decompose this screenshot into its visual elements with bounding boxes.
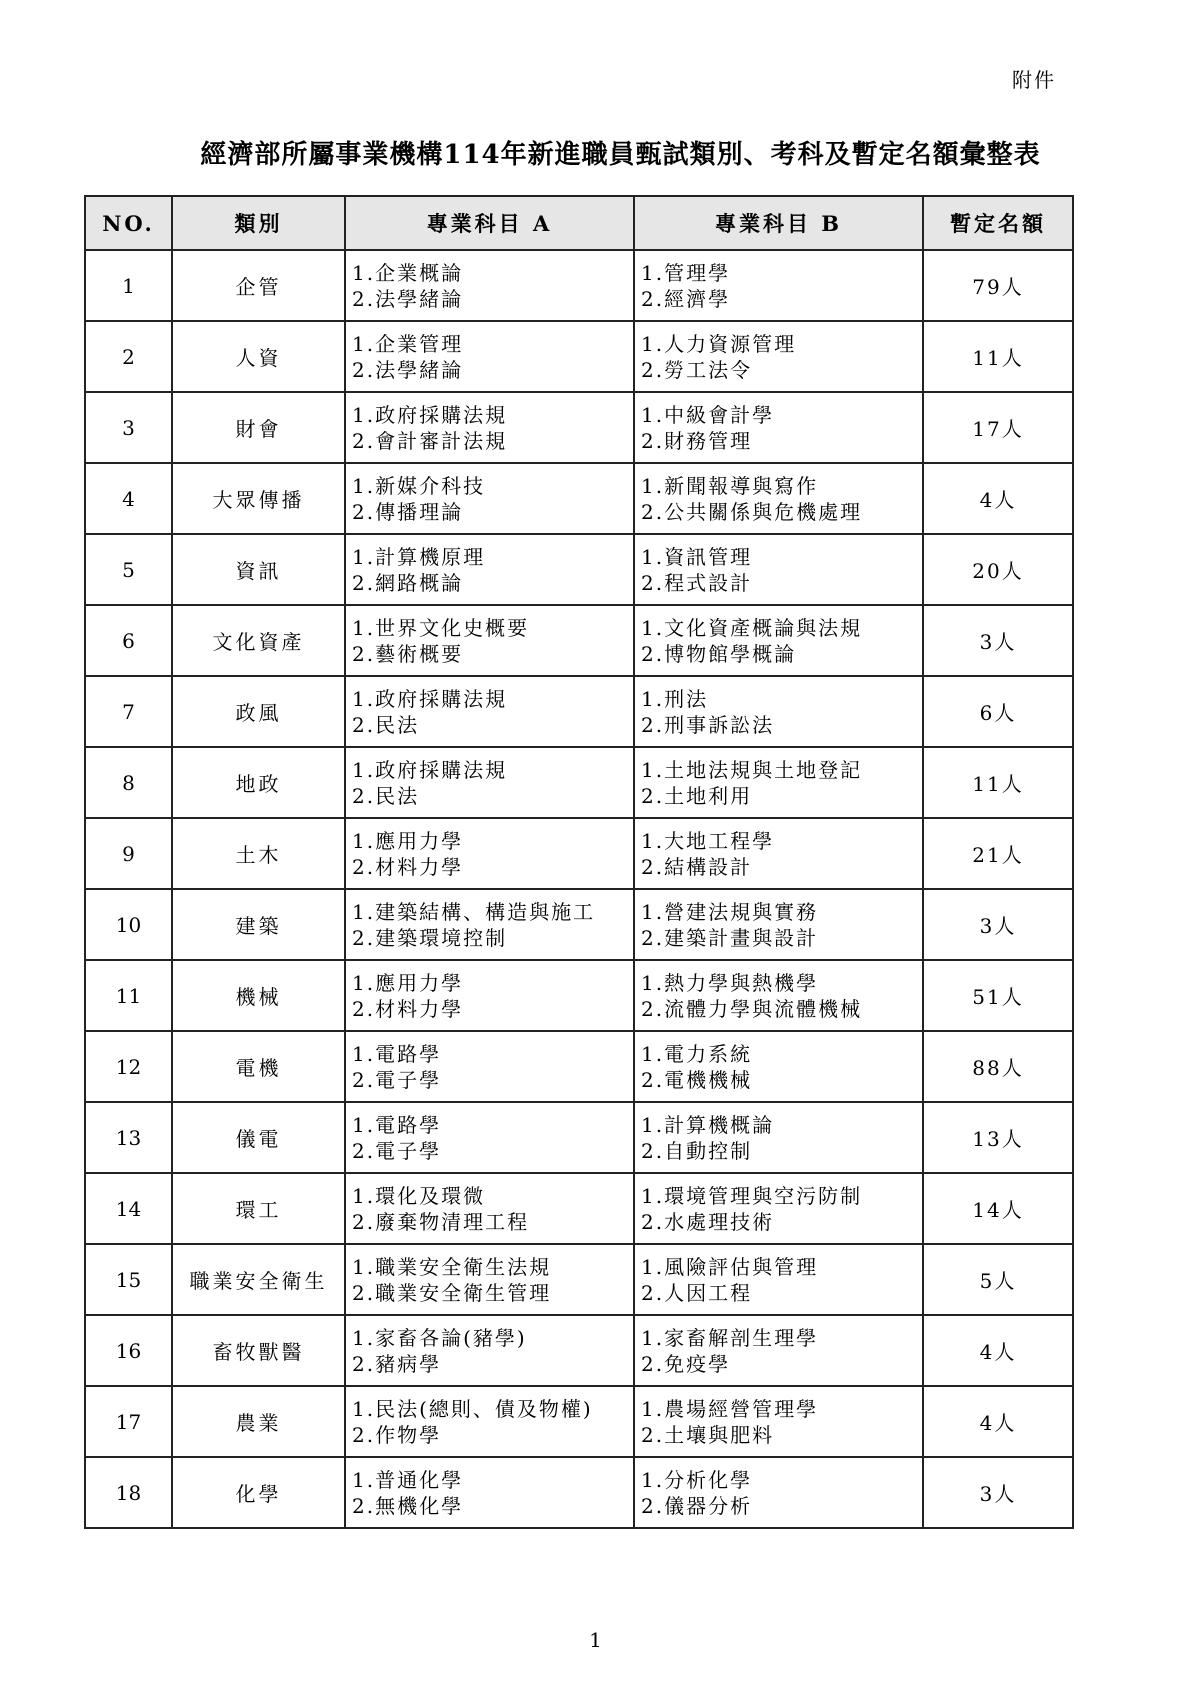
row-quota: 51人 [923,960,1073,1031]
subject-a-item-2: 2.作物學 [352,1422,442,1447]
subject-a-item-1: 1.普通化學 [352,1467,464,1492]
subject-b-item-2: 2.財務管理 [641,428,753,453]
subject-a-item-1: 1.世界文化史概要 [352,615,530,640]
row-subject-b [634,1244,923,1315]
subject-a-item-1: 1.民法(總則、債及物權) [352,1396,593,1421]
row-subject-a [345,889,634,960]
table-row [85,676,1073,747]
subject-b-item-2: 2.公共關係與危機處理 [641,499,863,524]
row-number: 1 [85,250,172,321]
row-category: 政風 [172,676,345,747]
row-category: 建築 [172,889,345,960]
row-quota: 4人 [923,1386,1073,1457]
row-subject-b [634,676,923,747]
subject-b-item-1: 1.刑法 [641,686,709,711]
row-category: 企管 [172,250,345,321]
row-number: 15 [85,1244,172,1315]
row-subject-a [345,1457,634,1528]
row-number: 12 [85,1031,172,1102]
row-category: 職業安全衛生 [172,1244,345,1315]
row-quota: 3人 [923,1457,1073,1528]
subject-a-item-2: 2.法學緒論 [352,286,464,311]
table-row [85,534,1073,605]
row-number: 16 [85,1315,172,1386]
subject-b-item-2: 2.流體力學與流體機械 [641,996,863,1021]
subject-a-item-2: 2.材料力學 [352,996,464,1021]
table-row [85,605,1073,676]
table-row [85,321,1073,392]
row-subject-b [634,321,923,392]
row-quota: 13人 [923,1102,1073,1173]
subject-b-item-1: 1.土地法規與土地登記 [641,757,863,782]
row-quota: 6人 [923,676,1073,747]
row-number: 4 [85,463,172,534]
header-category: 類別 [172,196,345,250]
row-category: 畜牧獸醫 [172,1315,345,1386]
header-subject-a: 專業科目 A [345,196,634,250]
subject-b-item-2: 2.土壤與肥料 [641,1422,775,1447]
row-number: 7 [85,676,172,747]
table-header-row [85,196,1073,250]
row-number: 13 [85,1102,172,1173]
subject-b-item-1: 1.文化資產概論與法規 [641,615,863,640]
row-subject-b [634,747,923,818]
row-subject-b [634,818,923,889]
table-row [85,1315,1073,1386]
exam-quota-table [84,195,1074,1529]
row-number: 18 [85,1457,172,1528]
row-subject-a [345,960,634,1031]
row-category: 文化資產 [172,605,345,676]
row-subject-b [634,605,923,676]
row-category: 儀電 [172,1102,345,1173]
subject-a-item-2: 2.職業安全衛生管理 [352,1280,552,1305]
row-number: 11 [85,960,172,1031]
row-number: 6 [85,605,172,676]
header-quota: 暫定名額 [923,196,1073,250]
table-body [85,250,1073,1528]
table-row [85,1031,1073,1102]
row-subject-a [345,392,634,463]
table-row [85,818,1073,889]
row-category: 化學 [172,1457,345,1528]
subject-b-item-1: 1.計算機概論 [641,1112,775,1137]
subject-a-item-2: 2.廢棄物清理工程 [352,1209,530,1234]
table-row [85,1244,1073,1315]
subject-a-item-1: 1.電路學 [352,1041,442,1066]
row-quota: 4人 [923,1315,1073,1386]
subject-a-item-2: 2.會計審計法規 [352,428,508,453]
table-row [85,463,1073,534]
row-quota: 5人 [923,1244,1073,1315]
table-row [85,747,1073,818]
subject-b-item-2: 2.博物館學概論 [641,641,797,666]
subject-b-item-2: 2.免疫學 [641,1351,731,1376]
subject-b-item-1: 1.管理學 [641,260,731,285]
subject-a-item-1: 1.環化及環微 [352,1183,486,1208]
subject-b-item-2: 2.建築計畫與設計 [641,925,819,950]
subject-b-item-1: 1.分析化學 [641,1467,753,1492]
table-row [85,889,1073,960]
row-number: 2 [85,321,172,392]
row-subject-b [634,1102,923,1173]
subject-b-item-2: 2.土地利用 [641,783,753,808]
subject-a-item-2: 2.電子學 [352,1138,442,1163]
subject-b-item-2: 2.程式設計 [641,570,753,595]
row-number: 10 [85,889,172,960]
subject-b-item-1: 1.中級會計學 [641,402,775,427]
row-number: 5 [85,534,172,605]
row-subject-b [634,889,923,960]
subject-a-item-2: 2.電子學 [352,1067,442,1092]
subject-a-item-1: 1.建築結構、構造與施工 [352,899,596,924]
row-quota: 88人 [923,1031,1073,1102]
subject-b-item-2: 2.勞工法令 [641,357,753,382]
subject-a-item-2: 2.法學緒論 [352,357,464,382]
row-subject-a [345,1244,634,1315]
subject-b-item-1: 1.人力資源管理 [641,331,797,356]
subject-b-item-1: 1.電力系統 [641,1041,753,1066]
row-quota: 21人 [923,818,1073,889]
subject-a-item-1: 1.職業安全衛生法規 [352,1254,552,1279]
row-subject-b [634,250,923,321]
row-number: 17 [85,1386,172,1457]
subject-b-item-1: 1.熱力學與熱機學 [641,970,819,995]
table-row [85,960,1073,1031]
row-quota: 3人 [923,605,1073,676]
subject-b-item-2: 2.自動控制 [641,1138,753,1163]
row-subject-a [345,605,634,676]
row-category: 土木 [172,818,345,889]
row-subject-b [634,392,923,463]
row-quota: 11人 [923,321,1073,392]
subject-b-item-2: 2.電機機械 [641,1067,753,1092]
row-subject-b [634,534,923,605]
table-row [85,1173,1073,1244]
table-row [85,250,1073,321]
table-row [85,1386,1073,1457]
row-subject-b [634,463,923,534]
row-subject-a [345,534,634,605]
row-subject-a [345,747,634,818]
subject-a-item-1: 1.政府採購法規 [352,402,508,427]
subject-b-item-1: 1.風險評估與管理 [641,1254,819,1279]
row-subject-a [345,321,634,392]
row-subject-b [634,1457,923,1528]
subject-a-item-2: 2.材料力學 [352,854,464,879]
subject-b-item-2: 2.結構設計 [641,854,753,879]
row-subject-b [634,1315,923,1386]
row-subject-a [345,818,634,889]
row-category: 大眾傳播 [172,463,345,534]
row-subject-a [345,1102,634,1173]
subject-a-item-2: 2.網路概論 [352,570,464,595]
subject-a-item-1: 1.電路學 [352,1112,442,1137]
row-quota: 3人 [923,889,1073,960]
subject-b-item-1: 1.農場經營管理學 [641,1396,819,1421]
row-subject-a [345,463,634,534]
table-row [85,1457,1073,1528]
subject-a-item-2: 2.豬病學 [352,1351,442,1376]
row-quota: 79人 [923,250,1073,321]
row-number: 14 [85,1173,172,1244]
row-number: 8 [85,747,172,818]
row-number: 9 [85,818,172,889]
subject-a-item-1: 1.應用力學 [352,828,464,853]
subject-a-item-1: 1.企業概論 [352,260,464,285]
subject-b-item-2: 2.水處理技術 [641,1209,775,1234]
row-subject-a [345,1386,634,1457]
subject-a-item-1: 1.新媒介科技 [352,473,486,498]
subject-b-item-2: 2.儀器分析 [641,1493,753,1518]
row-quota: 11人 [923,747,1073,818]
row-quota: 4人 [923,463,1073,534]
subject-a-item-1: 1.應用力學 [352,970,464,995]
annex-label: 附件 [1012,68,1056,92]
table-row [85,1102,1073,1173]
row-subject-a [345,1173,634,1244]
subject-b-item-1: 1.營建法規與實務 [641,899,819,924]
row-quota: 14人 [923,1173,1073,1244]
row-quota: 17人 [923,392,1073,463]
subject-b-item-2: 2.人因工程 [641,1280,753,1305]
subject-a-item-2: 2.民法 [352,783,420,808]
subject-a-item-1: 1.政府採購法規 [352,757,508,782]
row-subject-a [345,250,634,321]
subject-a-item-1: 1.計算機原理 [352,544,486,569]
header-subject-b: 專業科目 B [634,196,923,250]
row-category: 財會 [172,392,345,463]
subject-b-item-2: 2.經濟學 [641,286,731,311]
subject-b-item-1: 1.新聞報導與寫作 [641,473,819,498]
row-subject-b [634,960,923,1031]
subject-a-item-2: 2.民法 [352,712,420,737]
row-category: 環工 [172,1173,345,1244]
row-subject-b [634,1031,923,1102]
row-subject-a [345,1031,634,1102]
subject-a-item-2: 2.傳播理論 [352,499,464,524]
row-category: 農業 [172,1386,345,1457]
header-no: NO. [85,196,172,250]
row-category: 人資 [172,321,345,392]
row-quota: 20人 [923,534,1073,605]
subject-b-item-1: 1.資訊管理 [641,544,753,569]
row-category: 地政 [172,747,345,818]
subject-a-item-2: 2.藝術概要 [352,641,464,666]
subject-b-item-1: 1.家畜解剖生理學 [641,1325,819,1350]
row-subject-b [634,1173,923,1244]
subject-b-item-2: 2.刑事訴訟法 [641,712,775,737]
subject-a-item-2: 2.建築環境控制 [352,925,508,950]
subject-a-item-1: 1.政府採購法規 [352,686,508,711]
table-row [85,392,1073,463]
subject-a-item-1: 1.家畜各論(豬學) [352,1325,527,1350]
row-number: 3 [85,392,172,463]
row-category: 機械 [172,960,345,1031]
subject-a-item-2: 2.無機化學 [352,1493,464,1518]
page-number: 1 [589,1628,602,1652]
subject-b-item-1: 1.大地工程學 [641,828,775,853]
document-title: 經濟部所屬事業機構114年新進職員甄試類別、考科及暫定名額彙整表 [200,140,1041,170]
subject-b-item-1: 1.環境管理與空污防制 [641,1183,863,1208]
row-subject-a [345,676,634,747]
subject-a-item-1: 1.企業管理 [352,331,464,356]
row-subject-b [634,1386,923,1457]
row-category: 電機 [172,1031,345,1102]
row-subject-a [345,1315,634,1386]
row-category: 資訊 [172,534,345,605]
